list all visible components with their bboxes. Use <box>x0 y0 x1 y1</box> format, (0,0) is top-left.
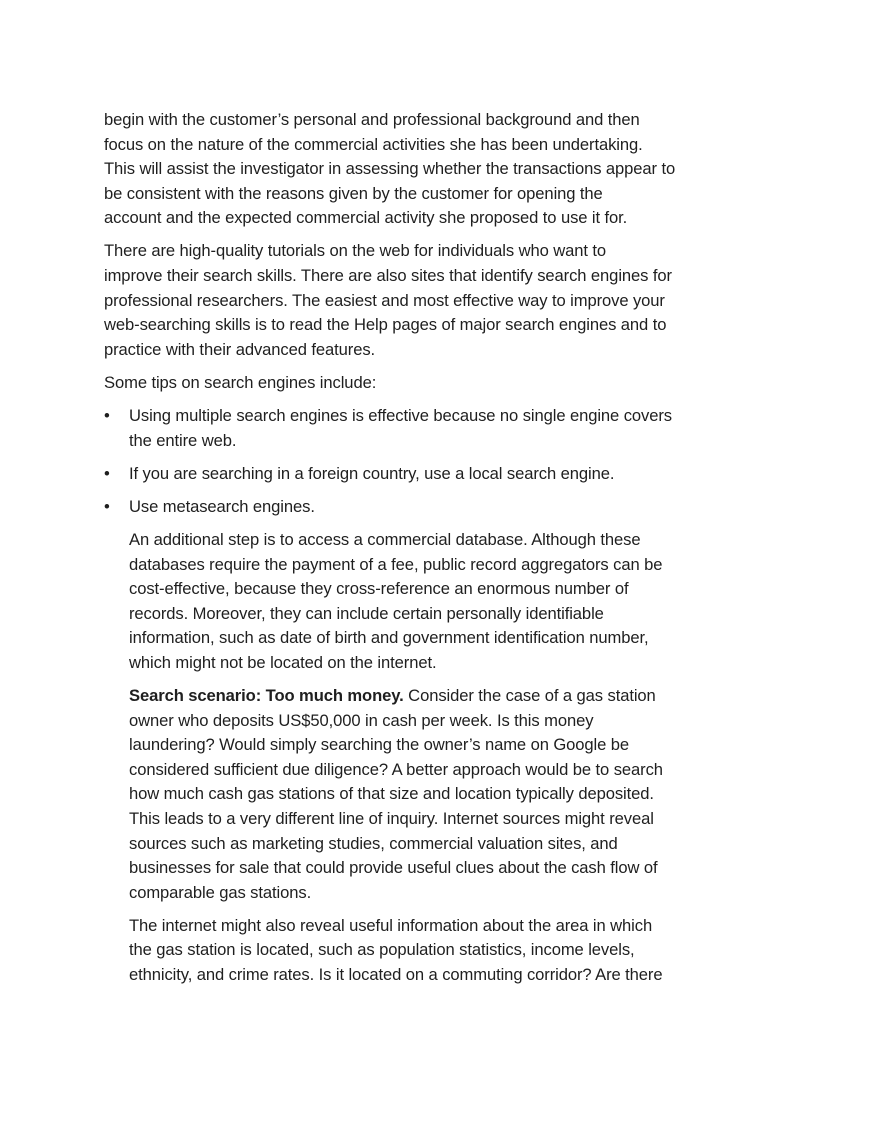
text-line: which might not be located on the internet. <box>129 652 437 672</box>
text-line: This will assist the investigator in assessing whether the transactions appear to <box>104 159 676 179</box>
text-line: records. Moreover, they can include certain personally identifiable <box>129 603 604 623</box>
text-line: databases require the payment of a fee, public record aggregators can be <box>129 554 663 574</box>
bullet-icon: • <box>104 496 110 516</box>
bullet-list-item <box>104 495 764 520</box>
text-line: how much cash gas stations of that size and location typically deposited. <box>129 784 654 804</box>
paragraph <box>104 239 764 362</box>
paragraph <box>129 914 764 988</box>
scenario-text: Consider the case of a gas station <box>403 685 656 705</box>
text-line: begin with the customer’s personal and professional background and then <box>104 110 640 129</box>
text-line: information, such as date of birth and government identification number, <box>129 628 649 648</box>
bullet-icon: • <box>104 406 110 426</box>
text-line: laundering? Would simply searching the owner’s name on Google be <box>129 735 630 755</box>
bullet-list-item <box>104 462 764 487</box>
text-line: This leads to a very different line of inquiry. Internet sources might reveal <box>129 808 654 828</box>
text-line: the gas station is located, such as population statistics, income levels, <box>129 940 635 960</box>
paragraph <box>129 528 764 676</box>
text-line: web-searching skills is to read the Help pages of major search engines and to <box>104 315 667 335</box>
text-line: cost-effective, because they cross-reference an enormous number of <box>129 579 629 599</box>
text-line: ethnicity, and crime rates. Is it located on a commuting corridor? Are there <box>129 965 663 984</box>
text-line: sources such as marketing studies, commercial valuation sites, and <box>129 833 618 853</box>
paragraph <box>104 108 764 231</box>
text-line: Some tips on search engines include: <box>104 372 377 392</box>
text-line: account and the expected commercial activity she proposed to use it for. <box>104 208 628 228</box>
text-line: If you are searching in a foreign country, use a local search engine. <box>129 463 615 483</box>
text-line: improve their search skills. There are also sites that identify search engines for <box>104 266 672 286</box>
text-line: considered sufficient due diligence? A better approach would be to search <box>129 759 663 779</box>
text-line: comparable gas stations. <box>129 882 312 902</box>
text-line <box>129 684 764 709</box>
search-scenario-paragraph <box>129 684 764 905</box>
text-line: the entire web. <box>129 430 237 450</box>
bullet-list-item <box>104 404 764 453</box>
text-line: Using multiple search engines is effective because no single engine covers <box>129 406 672 426</box>
text-line: There are high-quality tutorials on the web for individuals who want to <box>104 241 607 261</box>
text-line: owner who deposits US$50,000 in cash per week. Is this money <box>129 710 594 730</box>
text-line: professional researchers. The easiest and most effective way to improve your <box>104 290 665 310</box>
document-page <box>104 108 764 996</box>
scenario-heading: Search scenario: Too much money. <box>129 685 404 705</box>
paragraph <box>104 371 764 396</box>
text-line: Use metasearch engines. <box>129 496 315 516</box>
text-line: be consistent with the reasons given by the customer for opening the <box>104 183 603 203</box>
text-line: businesses for sale that could provide useful clues about the cash flow of <box>129 858 658 878</box>
text-line: practice with their advanced features. <box>104 339 376 359</box>
text-line: An additional step is to access a commercial database. Although these <box>129 529 641 549</box>
text-line: focus on the nature of the commercial activities she has been undertaking. <box>104 134 643 154</box>
bullet-icon: • <box>104 463 110 483</box>
text-line: The internet might also reveal useful information about the area in which <box>129 915 653 935</box>
